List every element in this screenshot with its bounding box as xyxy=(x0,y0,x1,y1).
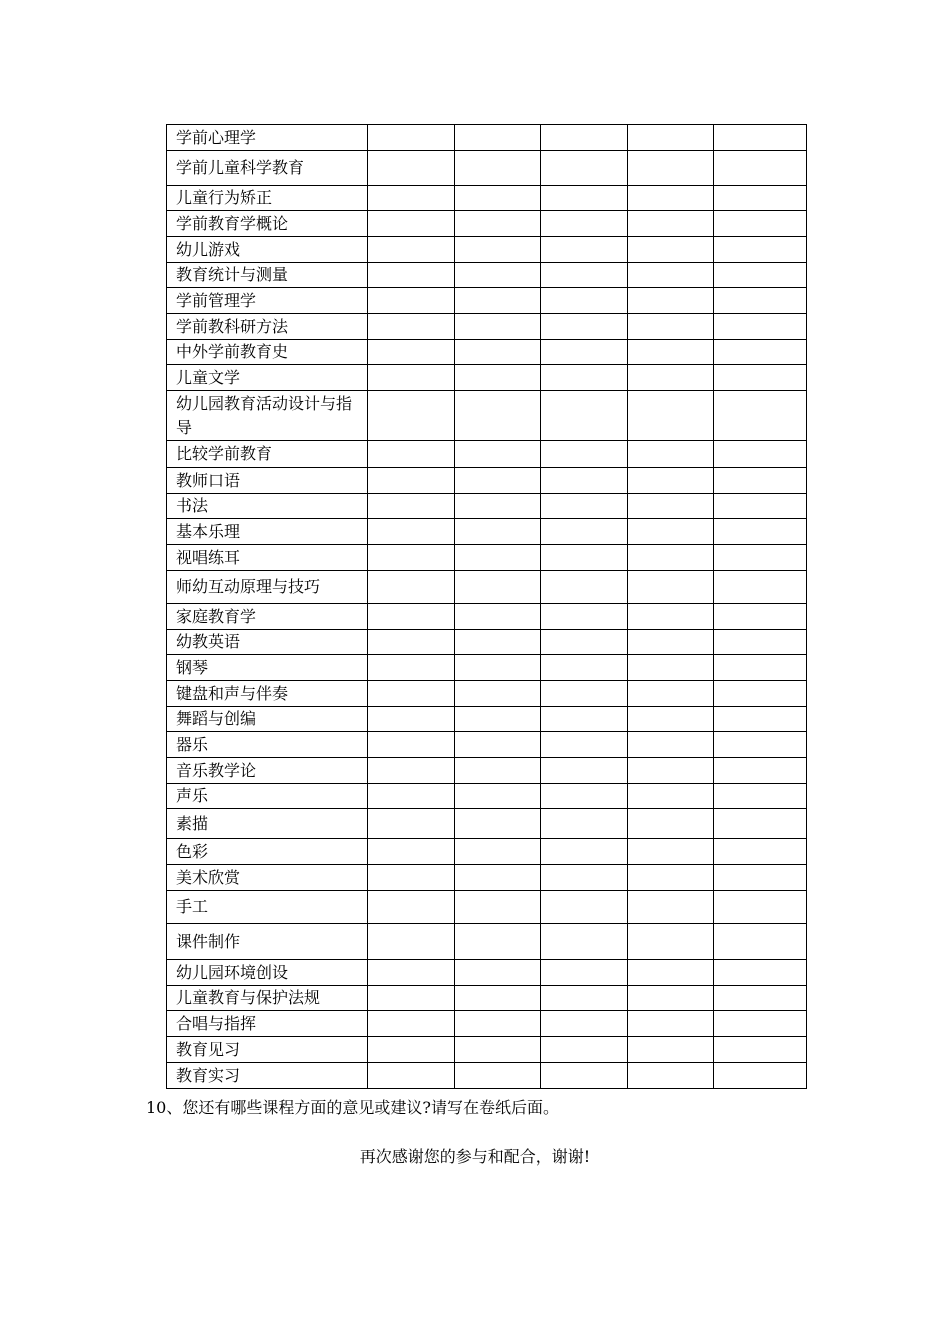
rating-cell[interactable] xyxy=(628,891,714,924)
rating-cell[interactable] xyxy=(714,125,807,151)
rating-cell[interactable] xyxy=(368,519,455,545)
rating-cell[interactable] xyxy=(714,237,807,263)
rating-cell[interactable] xyxy=(714,960,807,986)
rating-cell[interactable] xyxy=(368,125,455,151)
table-row xyxy=(167,468,807,494)
table-row xyxy=(167,681,807,707)
course-name-cell: 音乐教学论 xyxy=(167,758,368,784)
rating-cell[interactable] xyxy=(455,891,541,924)
rating-cell[interactable] xyxy=(368,1011,455,1037)
course-name-cell: 钢琴 xyxy=(167,655,368,681)
rating-cell[interactable] xyxy=(368,263,455,288)
rating-cell[interactable] xyxy=(714,1011,807,1037)
course-name-cell: 儿童教育与保护法规 xyxy=(167,986,368,1011)
course-name-cell: 教育统计与测量 xyxy=(167,263,368,288)
rating-cell[interactable] xyxy=(714,891,807,924)
rating-cell[interactable] xyxy=(455,732,541,758)
table-row xyxy=(167,707,807,732)
rating-cell[interactable] xyxy=(714,604,807,630)
rating-cell[interactable] xyxy=(368,655,455,681)
rating-cell[interactable] xyxy=(455,519,541,545)
table-row xyxy=(167,391,807,441)
course-name-cell: 幼儿游戏 xyxy=(167,237,368,263)
course-name-cell: 教师口语 xyxy=(167,468,368,494)
rating-cell[interactable] xyxy=(455,1037,541,1063)
rating-cell[interactable] xyxy=(368,707,455,732)
rating-cell[interactable] xyxy=(455,211,541,237)
rating-cell[interactable] xyxy=(628,263,714,288)
rating-cell[interactable] xyxy=(368,545,455,571)
rating-cell[interactable] xyxy=(628,186,714,211)
table-row xyxy=(167,655,807,681)
rating-cell[interactable] xyxy=(541,604,628,630)
rating-cell[interactable] xyxy=(455,839,541,865)
rating-cell[interactable] xyxy=(628,1037,714,1063)
rating-cell[interactable] xyxy=(541,441,628,468)
rating-cell[interactable] xyxy=(628,314,714,340)
table-row xyxy=(167,809,807,839)
rating-cell[interactable] xyxy=(628,545,714,571)
table-row xyxy=(167,365,807,391)
course-name-cell: 师幼互动原理与技巧 xyxy=(167,571,368,604)
rating-cell[interactable] xyxy=(628,784,714,809)
rating-cell[interactable] xyxy=(368,960,455,986)
rating-cell[interactable] xyxy=(541,211,628,237)
course-name-cell: 色彩 xyxy=(167,839,368,865)
rating-cell[interactable] xyxy=(714,545,807,571)
rating-cell[interactable] xyxy=(541,1063,628,1089)
rating-cell[interactable] xyxy=(455,151,541,186)
table-row xyxy=(167,839,807,865)
rating-cell[interactable] xyxy=(541,237,628,263)
rating-cell[interactable] xyxy=(714,288,807,314)
table-row xyxy=(167,1037,807,1063)
rating-cell[interactable] xyxy=(455,263,541,288)
rating-cell[interactable] xyxy=(541,494,628,519)
rating-cell[interactable] xyxy=(541,681,628,707)
rating-cell[interactable] xyxy=(455,784,541,809)
rating-cell[interactable] xyxy=(541,571,628,604)
rating-cell[interactable] xyxy=(628,125,714,151)
rating-cell[interactable] xyxy=(714,707,807,732)
table-row xyxy=(167,924,807,960)
rating-cell[interactable] xyxy=(455,630,541,655)
table-row xyxy=(167,571,807,604)
rating-cell[interactable] xyxy=(628,519,714,545)
table-row xyxy=(167,151,807,186)
rating-cell[interactable] xyxy=(368,681,455,707)
rating-cell[interactable] xyxy=(541,784,628,809)
rating-cell[interactable] xyxy=(368,604,455,630)
rating-cell[interactable] xyxy=(368,839,455,865)
rating-cell[interactable] xyxy=(714,865,807,891)
table-row xyxy=(167,494,807,519)
rating-cell[interactable] xyxy=(368,809,455,839)
rating-cell[interactable] xyxy=(368,891,455,924)
rating-cell[interactable] xyxy=(628,758,714,784)
table-row xyxy=(167,630,807,655)
rating-cell[interactable] xyxy=(455,468,541,494)
rating-cell[interactable] xyxy=(455,125,541,151)
rating-cell[interactable] xyxy=(368,391,455,441)
rating-cell[interactable] xyxy=(541,1011,628,1037)
rating-cell[interactable] xyxy=(714,494,807,519)
course-name-cell: 基本乐理 xyxy=(167,519,368,545)
table-row xyxy=(167,211,807,237)
rating-cell[interactable] xyxy=(541,865,628,891)
rating-cell[interactable] xyxy=(628,630,714,655)
rating-cell[interactable] xyxy=(541,263,628,288)
rating-cell[interactable] xyxy=(541,519,628,545)
course-name-cell: 学前管理学 xyxy=(167,288,368,314)
table-row xyxy=(167,960,807,986)
rating-cell[interactable] xyxy=(368,237,455,263)
rating-cell[interactable] xyxy=(368,186,455,211)
rating-cell[interactable] xyxy=(455,340,541,365)
rating-cell[interactable] xyxy=(714,340,807,365)
rating-cell[interactable] xyxy=(628,655,714,681)
rating-cell[interactable] xyxy=(541,151,628,186)
rating-cell[interactable] xyxy=(628,732,714,758)
rating-cell[interactable] xyxy=(541,125,628,151)
course-name-cell: 舞蹈与创编 xyxy=(167,707,368,732)
rating-cell[interactable] xyxy=(541,960,628,986)
rating-cell[interactable] xyxy=(714,630,807,655)
rating-cell[interactable] xyxy=(628,441,714,468)
table-row xyxy=(167,758,807,784)
rating-cell[interactable] xyxy=(455,924,541,960)
rating-cell[interactable] xyxy=(714,839,807,865)
course-name-cell: 课件制作 xyxy=(167,924,368,960)
course-name-cell: 学前教育学概论 xyxy=(167,211,368,237)
rating-cell[interactable] xyxy=(368,151,455,186)
course-name-cell: 教育见习 xyxy=(167,1037,368,1063)
rating-cell[interactable] xyxy=(714,314,807,340)
rating-cell[interactable] xyxy=(368,630,455,655)
question-10: 10、您还有哪些课程方面的意见或建议?请写在卷纸后面。 xyxy=(146,1098,559,1117)
rating-cell[interactable] xyxy=(628,809,714,839)
table-row xyxy=(167,1011,807,1037)
rating-cell[interactable] xyxy=(455,314,541,340)
rating-cell[interactable] xyxy=(714,441,807,468)
rating-cell[interactable] xyxy=(368,211,455,237)
course-name-cell: 书法 xyxy=(167,494,368,519)
rating-cell[interactable] xyxy=(714,1037,807,1063)
course-name-cell: 学前心理学 xyxy=(167,125,368,151)
rating-cell[interactable] xyxy=(368,365,455,391)
rating-cell[interactable] xyxy=(714,571,807,604)
rating-cell[interactable] xyxy=(368,571,455,604)
rating-cell[interactable] xyxy=(368,784,455,809)
course-name-cell: 视唱练耳 xyxy=(167,545,368,571)
rating-cell[interactable] xyxy=(368,986,455,1011)
rating-cell[interactable] xyxy=(714,211,807,237)
rating-cell[interactable] xyxy=(628,288,714,314)
rating-cell[interactable] xyxy=(368,758,455,784)
rating-cell[interactable] xyxy=(714,468,807,494)
table-row xyxy=(167,784,807,809)
rating-cell[interactable] xyxy=(368,314,455,340)
rating-cell[interactable] xyxy=(455,1011,541,1037)
rating-cell[interactable] xyxy=(541,924,628,960)
course-name-cell: 素描 xyxy=(167,809,368,839)
rating-cell[interactable] xyxy=(628,211,714,237)
course-name-cell: 声乐 xyxy=(167,784,368,809)
table-row xyxy=(167,604,807,630)
rating-cell[interactable] xyxy=(541,186,628,211)
rating-cell[interactable] xyxy=(714,924,807,960)
rating-cell[interactable] xyxy=(628,468,714,494)
rating-cell[interactable] xyxy=(714,151,807,186)
table-row xyxy=(167,986,807,1011)
rating-cell[interactable] xyxy=(541,986,628,1011)
rating-cell[interactable] xyxy=(455,545,541,571)
rating-cell[interactable] xyxy=(628,340,714,365)
rating-cell[interactable] xyxy=(368,494,455,519)
rating-cell[interactable] xyxy=(455,365,541,391)
rating-cell[interactable] xyxy=(628,960,714,986)
rating-cell[interactable] xyxy=(714,391,807,441)
rating-cell[interactable] xyxy=(541,732,628,758)
course-evaluation-table xyxy=(166,124,807,1089)
rating-cell[interactable] xyxy=(455,758,541,784)
rating-cell[interactable] xyxy=(714,784,807,809)
rating-cell[interactable] xyxy=(628,707,714,732)
rating-cell[interactable] xyxy=(628,494,714,519)
table-row xyxy=(167,263,807,288)
rating-cell[interactable] xyxy=(455,986,541,1011)
rating-cell[interactable] xyxy=(714,681,807,707)
rating-cell[interactable] xyxy=(628,924,714,960)
rating-cell[interactable] xyxy=(455,288,541,314)
rating-cell[interactable] xyxy=(628,1063,714,1089)
rating-cell[interactable] xyxy=(714,263,807,288)
rating-cell[interactable] xyxy=(455,655,541,681)
rating-cell[interactable] xyxy=(455,441,541,468)
rating-cell[interactable] xyxy=(368,288,455,314)
rating-cell[interactable] xyxy=(628,1011,714,1037)
rating-cell[interactable] xyxy=(455,1063,541,1089)
rating-cell[interactable] xyxy=(541,1037,628,1063)
rating-cell[interactable] xyxy=(628,604,714,630)
table-row xyxy=(167,237,807,263)
table-row xyxy=(167,519,807,545)
rating-cell[interactable] xyxy=(541,839,628,865)
course-name-cell: 幼儿园教育活动设计与指导 xyxy=(167,391,368,441)
rating-cell[interactable] xyxy=(714,519,807,545)
rating-cell[interactable] xyxy=(541,288,628,314)
rating-cell[interactable] xyxy=(541,391,628,441)
table-row xyxy=(167,891,807,924)
rating-cell[interactable] xyxy=(541,891,628,924)
rating-cell[interactable] xyxy=(628,237,714,263)
rating-cell[interactable] xyxy=(455,494,541,519)
rating-cell[interactable] xyxy=(541,655,628,681)
rating-cell[interactable] xyxy=(714,1063,807,1089)
table-row xyxy=(167,125,807,151)
rating-cell[interactable] xyxy=(455,960,541,986)
rating-cell[interactable] xyxy=(714,365,807,391)
table-row xyxy=(167,545,807,571)
course-name-cell: 比较学前教育 xyxy=(167,441,368,468)
rating-cell[interactable] xyxy=(368,340,455,365)
rating-cell[interactable] xyxy=(628,151,714,186)
rating-cell[interactable] xyxy=(368,924,455,960)
rating-cell[interactable] xyxy=(541,468,628,494)
rating-cell[interactable] xyxy=(455,707,541,732)
course-name-cell: 教育实习 xyxy=(167,1063,368,1089)
course-name-cell: 幼教英语 xyxy=(167,630,368,655)
table-row xyxy=(167,186,807,211)
course-name-cell: 键盘和声与伴奏 xyxy=(167,681,368,707)
rating-cell[interactable] xyxy=(714,986,807,1011)
course-name-cell: 美术欣赏 xyxy=(167,865,368,891)
table-row xyxy=(167,314,807,340)
rating-cell[interactable] xyxy=(628,391,714,441)
rating-cell[interactable] xyxy=(455,809,541,839)
rating-cell[interactable] xyxy=(714,655,807,681)
rating-cell[interactable] xyxy=(368,468,455,494)
table-row xyxy=(167,1063,807,1089)
rating-cell[interactable] xyxy=(541,340,628,365)
rating-cell[interactable] xyxy=(368,441,455,468)
rating-cell[interactable] xyxy=(455,237,541,263)
rating-cell[interactable] xyxy=(628,571,714,604)
rating-cell[interactable] xyxy=(368,865,455,891)
rating-cell[interactable] xyxy=(455,681,541,707)
course-name-cell: 中外学前教育史 xyxy=(167,340,368,365)
rating-cell[interactable] xyxy=(541,809,628,839)
course-name-cell: 器乐 xyxy=(167,732,368,758)
table-row xyxy=(167,340,807,365)
rating-cell[interactable] xyxy=(541,365,628,391)
thanks-message: 再次感谢您的参与和配合，谢谢! xyxy=(359,1147,591,1166)
rating-cell[interactable] xyxy=(541,758,628,784)
table-row xyxy=(167,865,807,891)
course-name-cell: 儿童行为矫正 xyxy=(167,186,368,211)
table-row xyxy=(167,732,807,758)
course-name-cell: 手工 xyxy=(167,891,368,924)
rating-cell[interactable] xyxy=(628,365,714,391)
rating-cell[interactable] xyxy=(541,630,628,655)
rating-cell[interactable] xyxy=(628,865,714,891)
course-name-cell: 儿童文学 xyxy=(167,365,368,391)
rating-cell[interactable] xyxy=(368,1063,455,1089)
course-name-cell: 合唱与指挥 xyxy=(167,1011,368,1037)
rating-cell[interactable] xyxy=(541,707,628,732)
table-row xyxy=(167,288,807,314)
rating-cell[interactable] xyxy=(628,986,714,1011)
rating-cell[interactable] xyxy=(541,314,628,340)
rating-cell[interactable] xyxy=(455,865,541,891)
rating-cell[interactable] xyxy=(455,186,541,211)
course-name-cell: 学前教科研方法 xyxy=(167,314,368,340)
table-row xyxy=(167,441,807,468)
rating-cell[interactable] xyxy=(628,681,714,707)
rating-cell[interactable] xyxy=(714,732,807,758)
course-name-cell: 幼儿园环境创设 xyxy=(167,960,368,986)
rating-cell[interactable] xyxy=(714,758,807,784)
rating-cell[interactable] xyxy=(368,732,455,758)
rating-cell[interactable] xyxy=(455,571,541,604)
rating-cell[interactable] xyxy=(455,391,541,441)
rating-cell[interactable] xyxy=(714,186,807,211)
rating-cell[interactable] xyxy=(714,809,807,839)
rating-cell[interactable] xyxy=(455,604,541,630)
course-name-cell: 学前儿童科学教育 xyxy=(167,151,368,186)
rating-cell[interactable] xyxy=(368,1037,455,1063)
rating-cell[interactable] xyxy=(628,839,714,865)
course-name-cell: 家庭教育学 xyxy=(167,604,368,630)
rating-cell[interactable] xyxy=(541,545,628,571)
